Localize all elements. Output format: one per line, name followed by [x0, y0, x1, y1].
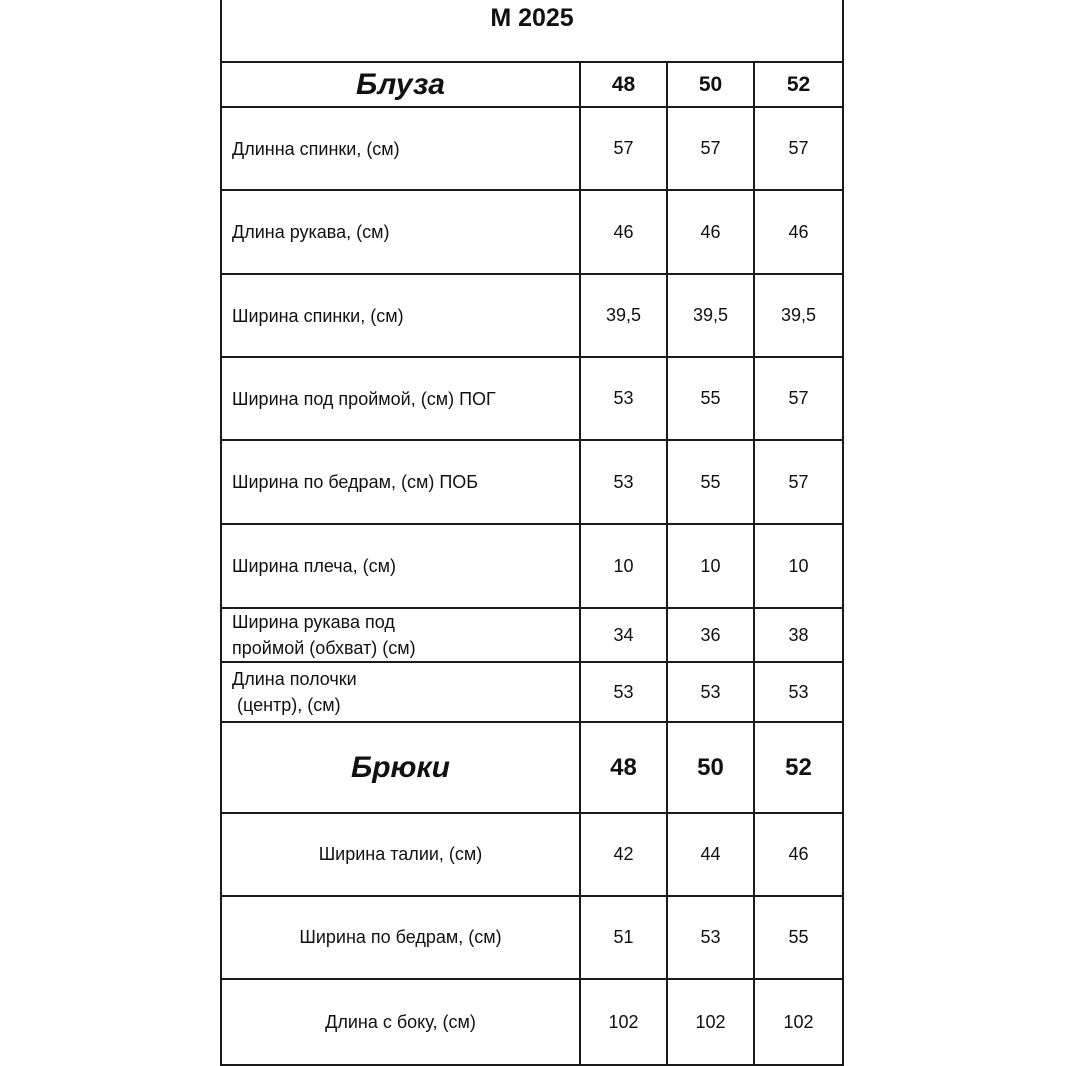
table-row — [221, 274, 843, 357]
blouse-header-row — [221, 62, 843, 107]
blouse-heading: Блуза — [221, 62, 580, 107]
row-value: 46 — [667, 190, 754, 274]
row-label: Длина рукава, (см) — [221, 190, 580, 274]
row-value: 57 — [580, 107, 667, 190]
row-value: 53 — [754, 662, 843, 722]
size-chart-table — [220, 0, 844, 1066]
pants-size-50: 50 — [667, 722, 754, 813]
table-row — [221, 662, 843, 722]
table-row — [221, 813, 843, 896]
row-label-line: проймой (обхват) (см) — [232, 638, 416, 658]
row-value: 53 — [580, 662, 667, 722]
row-value: 36 — [667, 608, 754, 662]
row-value: 57 — [667, 107, 754, 190]
table-row — [221, 979, 843, 1065]
title-row — [221, 0, 843, 62]
row-label: Длина с боку, (см) — [221, 979, 580, 1065]
row-value: 53 — [580, 357, 667, 440]
row-value: 102 — [754, 979, 843, 1065]
table-row — [221, 440, 843, 524]
row-value: 46 — [754, 813, 843, 896]
pants-header-row — [221, 722, 843, 813]
row-label — [221, 662, 580, 722]
row-value: 10 — [754, 524, 843, 608]
row-value: 39,5 — [580, 274, 667, 357]
row-value: 53 — [667, 896, 754, 979]
table-row — [221, 107, 843, 190]
row-value: 10 — [580, 524, 667, 608]
blouse-size-50: 50 — [667, 62, 754, 107]
row-value: 53 — [580, 440, 667, 524]
row-label: Ширина по бедрам, (см) — [221, 896, 580, 979]
table-row — [221, 896, 843, 979]
size-chart-sheet — [220, 0, 842, 1062]
chart-title: M 2025 — [221, 0, 843, 62]
row-value: 51 — [580, 896, 667, 979]
pants-size-48: 48 — [580, 722, 667, 813]
row-value: 55 — [667, 440, 754, 524]
table-row — [221, 357, 843, 440]
table-row — [221, 524, 843, 608]
row-value: 102 — [580, 979, 667, 1065]
row-value: 46 — [754, 190, 843, 274]
row-label-line: Ширина рукава под — [232, 612, 395, 632]
row-label-line: Длина полочки — [232, 669, 357, 689]
blouse-size-52: 52 — [754, 62, 843, 107]
row-value: 42 — [580, 813, 667, 896]
row-value: 57 — [754, 440, 843, 524]
pants-heading: Брюки — [221, 722, 580, 813]
row-value: 46 — [580, 190, 667, 274]
table-row — [221, 190, 843, 274]
row-value: 38 — [754, 608, 843, 662]
blouse-size-48: 48 — [580, 62, 667, 107]
row-value: 39,5 — [754, 274, 843, 357]
row-label: Ширина по бедрам, (см) ПОБ — [221, 440, 580, 524]
row-value: 39,5 — [667, 274, 754, 357]
row-label — [221, 608, 580, 662]
row-value: 57 — [754, 107, 843, 190]
table-row — [221, 608, 843, 662]
pants-size-52: 52 — [754, 722, 843, 813]
row-label: Ширина талии, (см) — [221, 813, 580, 896]
row-value: 10 — [667, 524, 754, 608]
row-value: 55 — [754, 896, 843, 979]
row-value: 34 — [580, 608, 667, 662]
row-value: 57 — [754, 357, 843, 440]
row-label: Ширина плеча, (см) — [221, 524, 580, 608]
row-value: 55 — [667, 357, 754, 440]
row-label: Ширина спинки, (см) — [221, 274, 580, 357]
row-label-line: (центр), (см) — [232, 695, 341, 715]
row-label: Ширина под проймой, (см) ПОГ — [221, 357, 580, 440]
row-label: Длинна спинки, (см) — [221, 107, 580, 190]
row-value: 102 — [667, 979, 754, 1065]
row-value: 44 — [667, 813, 754, 896]
row-value: 53 — [667, 662, 754, 722]
